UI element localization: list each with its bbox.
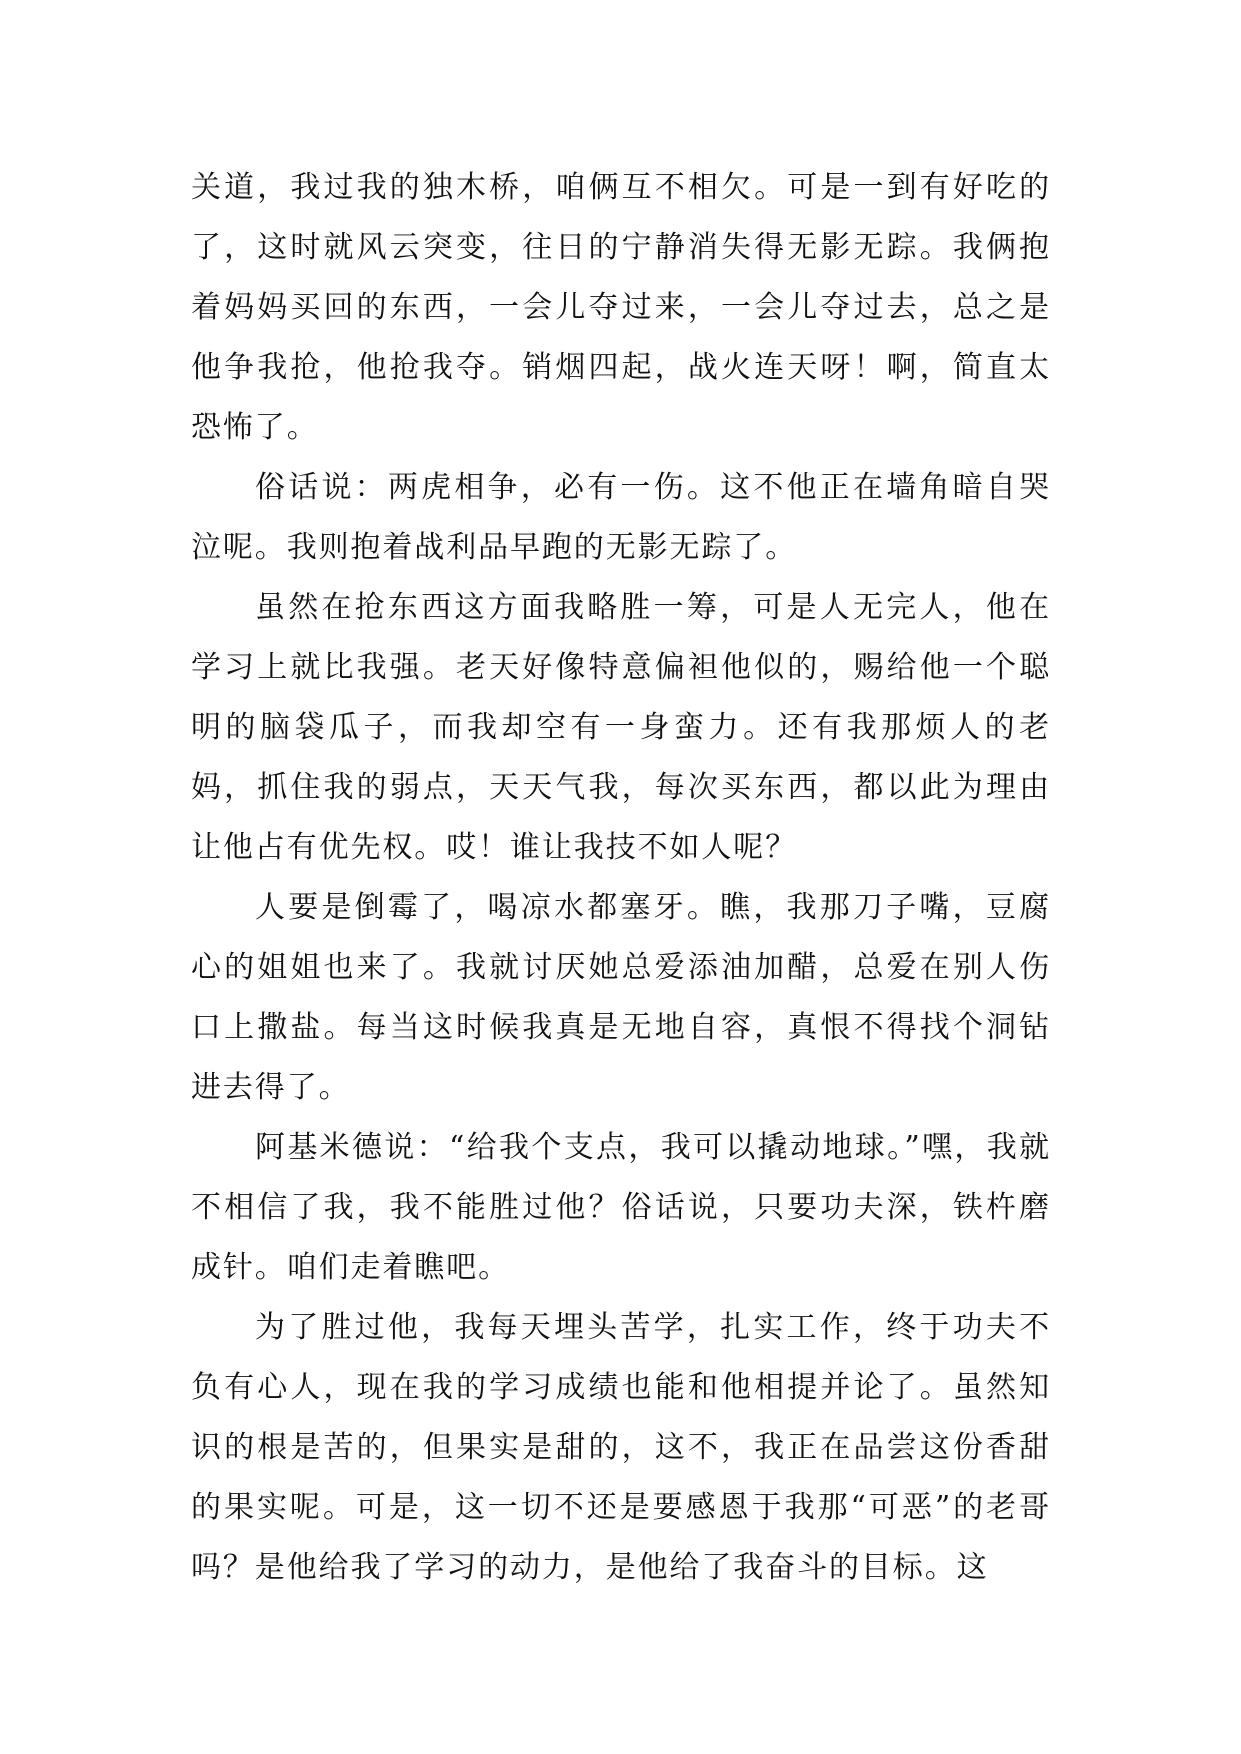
paragraph-4: 人要是倒霉了，喝凉水都塞牙。瞧，我那刀子嘴，豆腐心的姐姐也来了。我就讨厌她总爱添油加醋，总爱在别人伤口上撒盐。每当这时候我真是无地自容，真恨不得找个洞钻进去得了。	[191, 890, 1051, 1105]
paragraph-5: 阿基米德说：“给我个支点，我可以撬动地球。”嘿，我就不相信了我，我不能胜过他？俗话说，只要功夫深，铁杵磨成针。咱们走着瞧吧。	[191, 1130, 1051, 1285]
paragraph-3: 虽然在抢东西这方面我略胜一筹，可是人无完人，他在学习上就比我强。老天好像特意偏袒他似的，赐给他一个聪明的脑袋瓜子，而我却空有一身蛮力。还有我那烦人的老妈，抓住我的弱点，天天气我，每次买东西，都以此为理由让他占有优先权。哎！谁让我技不如人呢？	[191, 590, 1051, 865]
document-body	[191, 158, 1051, 1598]
paragraph-2: 俗话说：两虎相争，必有一伤。这不他正在墙角暗自哭泣呢。我则抱着战利品早跑的无影无踪了。	[191, 470, 1051, 565]
paragraph-1: 关道，我过我的独木桥，咱俩互不相欠。可是一到有好吃的了，这时就风云突变，往日的宁静消失得无影无踪。我俩抱着妈妈买回的东西，一会儿夺过来，一会儿夺过去，总之是他争我抢，他抢我夺。销烟四起，战火连天呀！啊，简直太恐怖了。	[191, 170, 1051, 445]
paragraph-6: 为了胜过他，我每天埋头苦学，扎实工作，终于功夫不负有心人，现在我的学习成绩也能和他相提并论了。虽然知识的根是苦的，但果实是甜的，这不，我正在品尝这份香甜的果实呢。可是，这一切不还是要感恩于我那“可恶”的老哥吗？是他给我了学习的动力，是他给了我奋斗的目标。这	[191, 1310, 1051, 1585]
